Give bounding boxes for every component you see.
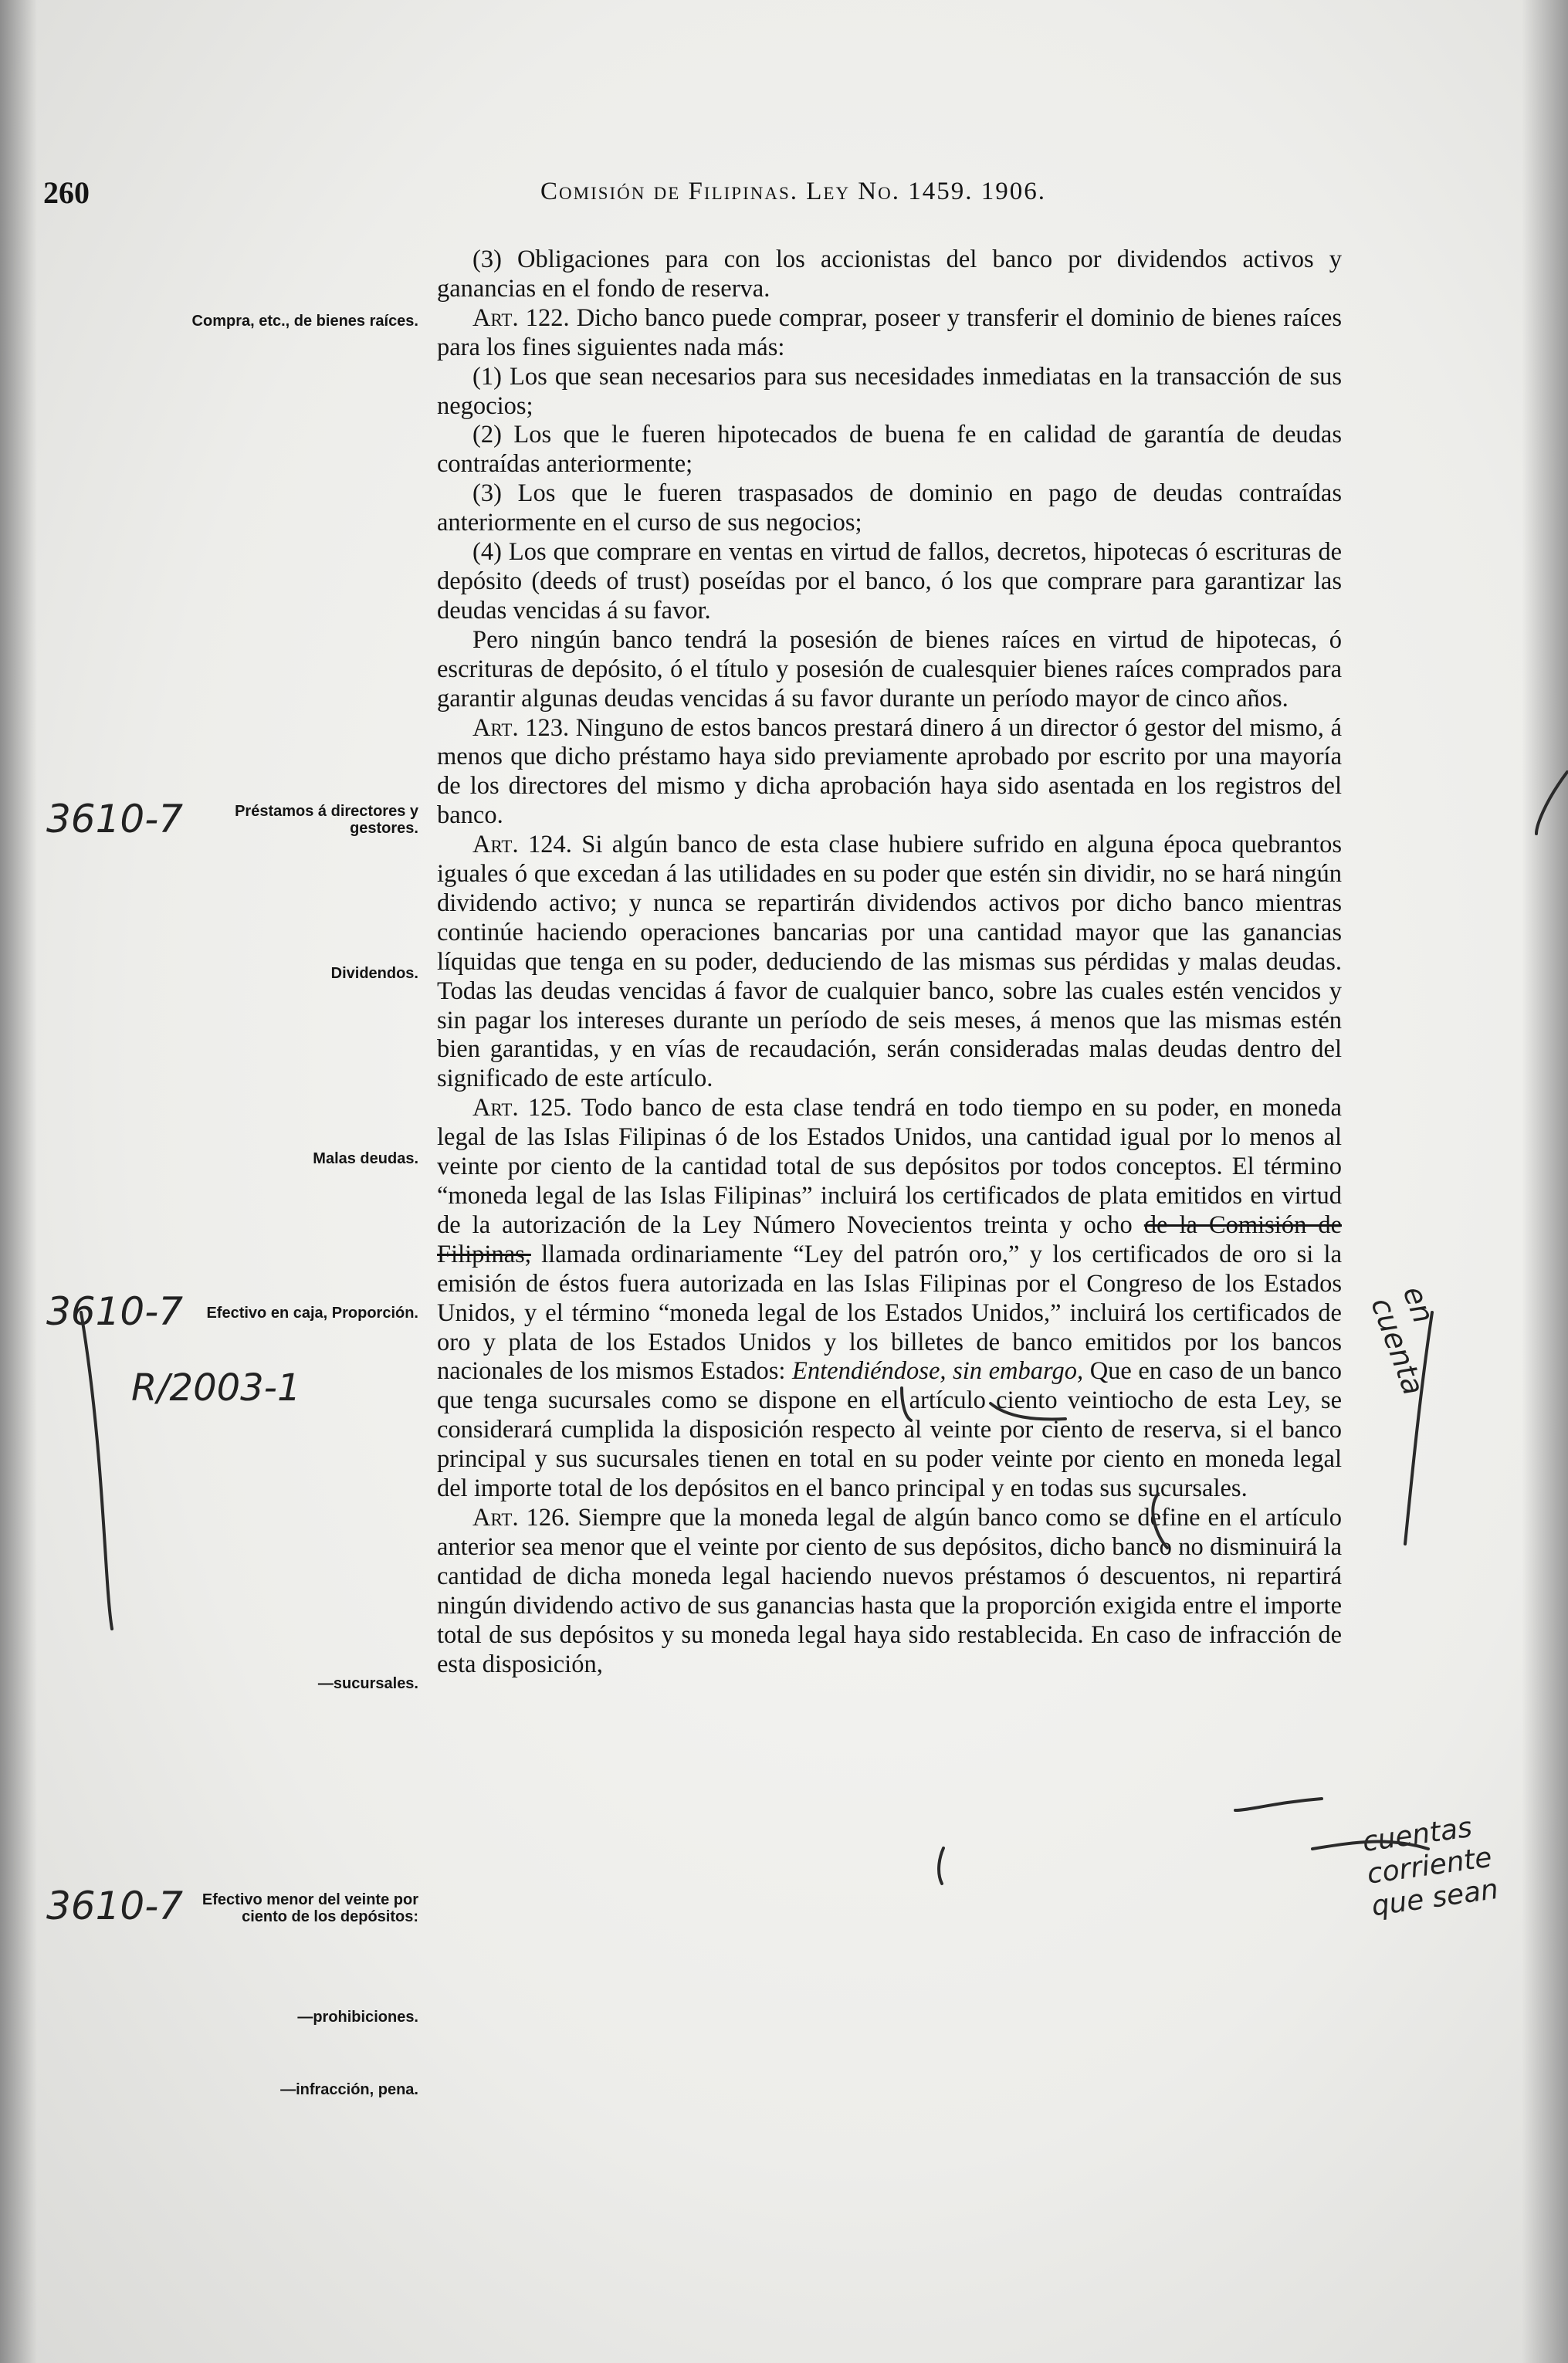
paragraph: (3) Los que le fueren traspasados de dominio en pago de deudas contraídas anteriormente en el curso de sus negocios; (437, 479, 1342, 537)
margin-note-infraccion: —infracción, pena. (280, 2081, 418, 2098)
handwritten-note: 3610-7 (46, 1884, 184, 1928)
page-number: 260 (43, 175, 90, 210)
margin-note-efectivo-menor: Efectivo menor del veinte por ciento de los depósitos: (202, 1891, 418, 1925)
margin-note-compra: Compra, etc., de bienes raíces. (191, 313, 418, 330)
margin-note-malas-deudas: Malas deudas. (313, 1150, 418, 1167)
handwritten-note: cuentas corriente que sean (1360, 1811, 1501, 1923)
struck-text: de la Comisión de Filipinas, (437, 1210, 1342, 1268)
margin-note-sucursales: —sucursales. (317, 1675, 418, 1692)
paragraph: (2) Los que le fueren hipotecados de buena fe en calidad de garantía de deudas contraídas anteriormente; (437, 421, 1342, 479)
running-title: Comisión de Filipinas. Ley No. 1459. 1906. (540, 178, 1047, 205)
paragraph-art-123: Art. 123. Ninguno de estos bancos prestará dinero á un director ó gestor del mismo, á menos que dicho préstamo haya sido previamente aprobado por escrito por una mayoría de los directores del mismo y dicha aprobación haya sido asentada en los registros del banco. (437, 713, 1342, 830)
margin-note-prohibiciones: —prohibiciones. (297, 2009, 418, 2026)
paragraph-art-122: Art. 122. Dicho banco puede comprar, poseer y transferir el dominio de bienes raíces para los fines siguientes nada más: (437, 303, 1343, 361)
article-label: Art. 123. (472, 713, 570, 742)
paragraph-art-126: Art. 126. Siempre que la moneda legal de algún banco como se define en el artículo anterior sea menor que el veinte por ciento de sus depósitos, dicho banco no disminuirá la cantidad de dicha moneda legal haciendo nuevos préstamos ó descuentos, ni repartirá ningún dividendo activo de sus ganancias hasta que la proporción exigida entre el importe total de sus depósitos y su moneda legal haya sido restablecida. En caso de infracción de esta disposición, (437, 1503, 1343, 1678)
paragraph-art-124: Art. 124. Si algún banco de esta clase hubiere sufrido en alguna época quebrantos iguales ó que excedan á las utilidades en su poder que estén sin dividir, no se hará ningún dividendo activo; y nunca se repartirán dividendos activos por dicho banco mientras continúe haciendo operaciones bancarias por una cantidad mayor que las ganancias líquidas que tenga en su poder, deduciendo de las mismas sus pérdidas y malas deudas. Todas las deudas vencidas á favor de cualquier banco, sobre las cuales estén vencidos y sin pagar los intereses durante un período de seis meses, á menos que las mismas estén bien garantidas, y en vías de recaudación, serán consideradas malas deudas dentro del significado de este artículo. (437, 831, 1342, 1093)
paragraph-art-125: Art. 125. Todo banco de esta clase tendrá en todo tiempo en su poder, en moneda legal de las Islas Filipinas ó de los Estados Unidos, una cantidad igual por lo menos al veinte por ciento de la cantidad total de sus depósitos por todos conceptos. El término “moneda legal de las Islas Filipinas” incluirá los certificados de plata emitidos en virtud de la autorización de la Ley Número Novecientos treinta y ocho de la Comisión de Filipinas, llamada ordinariamente “Ley del patrón oro,” y los certificados de oro si la emisión de éstos fuera autorizada en las Islas Filipinas por el Congreso de los Estados Unidos, y el término “moneda legal de los Estados Unidos,” incluirá los certificados de oro y plata de los Estados Unidos y los billetes de banco emitidos por los bancos nacionales de los mismos Estados: Entendiéndose, sin embargo, Que en caso de un banco que tenga sucursales como se dispone en el artículo ciento veintiocho de esta Ley, se considerará cumplida la disposición respecto al veinte por ciento de reserva, si el banco principal y sus sucursales tienen en total en su poder veinte por ciento en moneda legal del importe total de los depósitos en el banco principal y en todas sus sucursales. (437, 1094, 1343, 1503)
article-label: Art. 125. (472, 1094, 572, 1122)
proviso: Entendiéndose, sin embargo, (792, 1357, 1084, 1386)
paragraph: Pero ningún banco tendrá la posesión de bienes raíces en virtud de hipotecas, ó escrituras de depósito, ó el título y posesión de cualesquier bienes raíces comprados para garantir algunas deudas vencidas á su favor durante un período mayor de cinco años. (437, 625, 1342, 713)
article-label: Art. 124. (472, 831, 572, 859)
paragraph: (3) Obligaciones para con los accionistas del banco por dividendos activos y ganancias en el fondo de reserva. (437, 245, 1342, 303)
article-label: Art. 122. (472, 303, 570, 332)
handwritten-note: en cuenta (1364, 1281, 1441, 1400)
handwritten-note: 3610-7 (46, 1289, 184, 1334)
margin-note-dividendos: Dividendos. (330, 965, 418, 982)
article-label: Art. 126. (472, 1503, 571, 1532)
paragraph: (4) Los que comprare en ventas en virtud de fallos, decretos, hipotecas ó escrituras de depósito (deeds of trust) poseídas por el banco, ó los que comprare para garantizar las deudas vencidas á su favor. (437, 538, 1342, 625)
handwritten-note: 3610-7 (46, 797, 184, 841)
handwritten-note: R/2003-1 (131, 1366, 301, 1410)
paragraph: (1) Los que sean necesarios para sus necesidades inmediatas en la transacción de sus negocios; (437, 362, 1342, 420)
margin-note-prestamos: Préstamos á directores y gestores. (235, 803, 418, 837)
margin-note-efectivo: Efectivo en caja, Proporción. (206, 1305, 418, 1322)
